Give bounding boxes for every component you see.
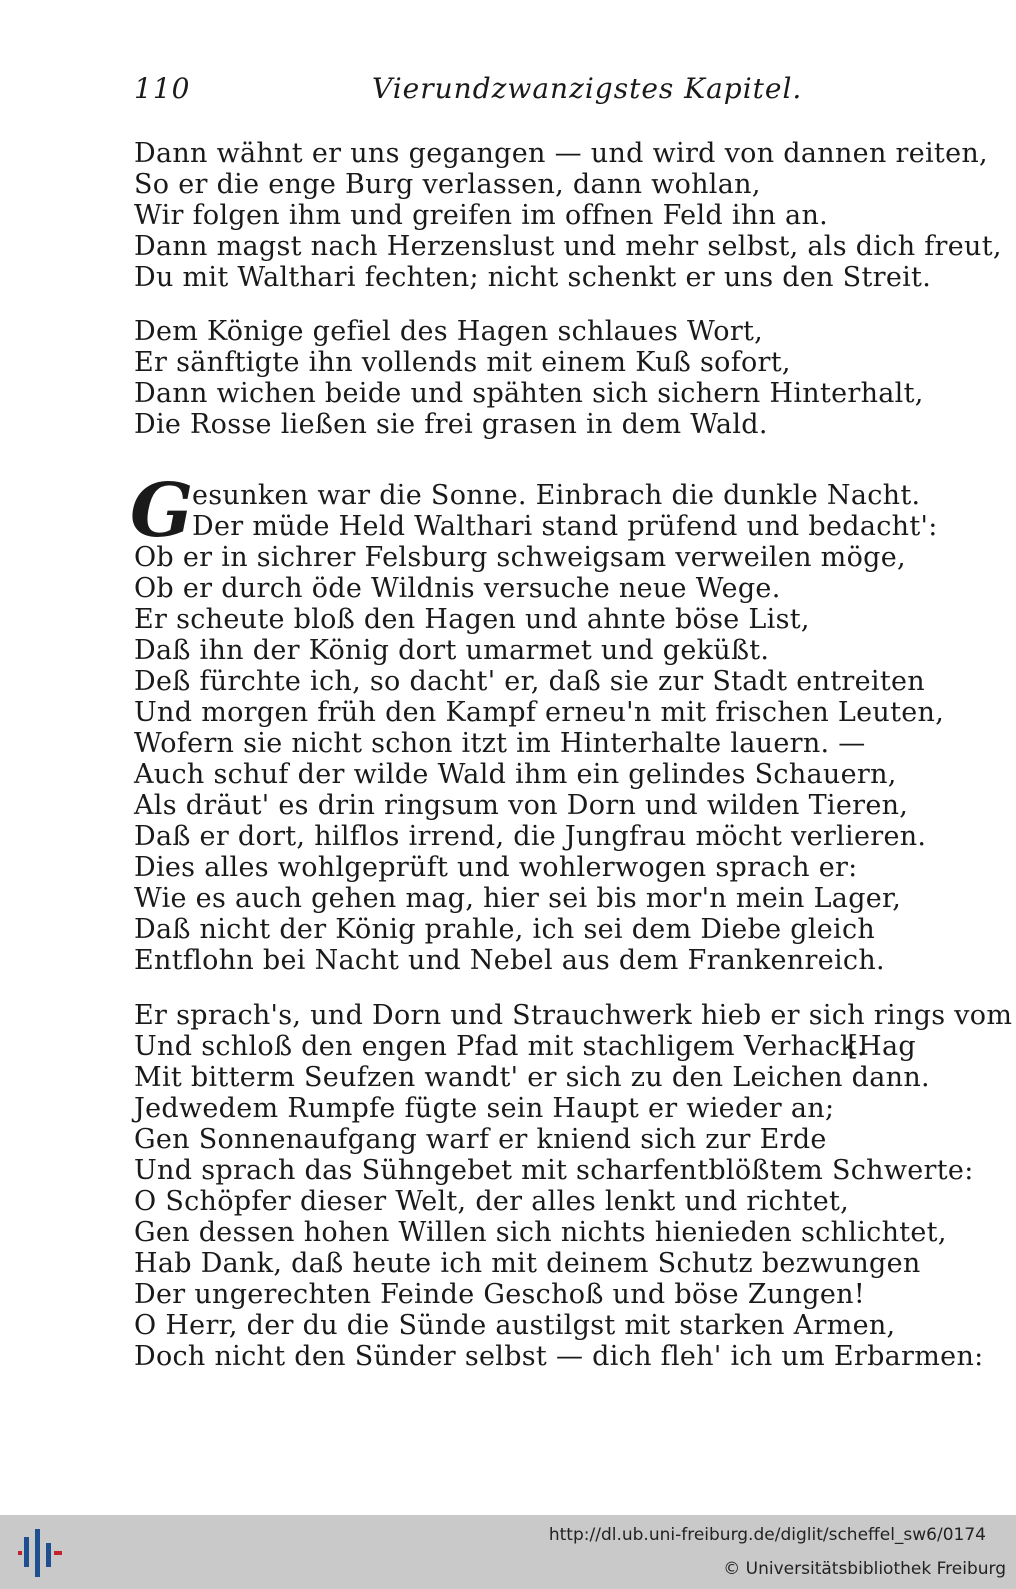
verse-line: Der ungerechten Feinde Geschoß und böse Zungen! [134, 1279, 865, 1310]
verse-line: Daß ihn der König dort umarmet und geküßt. [134, 635, 770, 666]
verse-line: So er die enge Burg verlassen, dann wohlan, [134, 169, 761, 200]
verse-line: Dies alles wohlgeprüft und wohlerwogen sprach er: [134, 852, 858, 883]
verse-line: Er sprach's, und Dorn und Strauchwerk hieb er sich rings vom [134, 1000, 1013, 1031]
stanza-2 [134, 316, 934, 440]
verse-line: O Herr, der du die Sünde austilgst mit starken Armen, [134, 1310, 896, 1341]
verse-line: Doch nicht den Sünder selbst — dich fleh' ich um Erbarmen: [134, 1341, 984, 1372]
verse-line: Hab Dank, daß heute ich mit deinem Schutz bezwungen [134, 1248, 921, 1279]
verse-line-text: Und schloß den engen Pfad mit stachligem Verhack. [134, 1031, 866, 1062]
verse-line: Und sprach das Sühngebet mit scharfentblößtem Schwerte: [134, 1155, 974, 1186]
verse-line: Wie es auch gehen mag, hier sei bis mor'n mein Lager, [134, 883, 902, 914]
verse-line: Deß fürchte ich, so dacht' er, daß sie zur Stadt entreiten [134, 666, 925, 697]
source-url-link[interactable]: http://dl.ub.uni-freiburg.de/diglit/scheffel_sw6/0174 [548, 1525, 986, 1545]
verse-line: Er scheute bloß den Hagen und ahnte böse List, [134, 604, 810, 635]
verse-line: Mit bitterm Seufzen wandt' er sich zu den Leichen dann. [134, 1062, 930, 1093]
verse-line: Entflohn bei Nacht und Nebel aus dem Frankenreich. [134, 945, 885, 976]
copyright-text: © Universitätsbibliothek Freiburg [723, 1559, 1006, 1579]
verse-line: Dann wichen beide und spähten sich sichern Hinterhalt, [134, 378, 924, 409]
stanza-3 [130, 468, 945, 976]
verse-line: Dann magst nach Herzenslust und mehr selbst, als dich freut, [134, 231, 1002, 262]
page-number: 110 [134, 72, 191, 105]
ub-freiburg-logo-icon[interactable] [18, 1529, 64, 1577]
verse-line: Die Rosse ließen sie frei grasen in dem Wald. [134, 409, 768, 440]
verse-line: Gen dessen hohen Willen sich nichts hienieden schlichtet, [134, 1217, 947, 1248]
verse-line: Daß er dort, hilflos irrend, die Jungfrau möcht verlieren. [134, 821, 927, 852]
verse-line [134, 1031, 934, 1062]
verse-line-first-text: esunken war die Sonne. Einbrach die dunkle Nacht. [192, 480, 921, 511]
verse-line: Auch schuf der wilde Wald ihm ein gelindes Schauern, [134, 759, 897, 790]
stanza-1 [134, 138, 1002, 293]
verse-line: Du mit Walthari fechten; nicht schenkt er uns den Streit. [134, 262, 932, 293]
verse-line: Ob er in sichrer Felsburg schweigsam verweilen möge, [134, 542, 906, 573]
verse-line: Wofern sie nicht schon itzt im Hinterhalte lauern. — [134, 728, 866, 759]
verse-line: Als dräut' es drin ringsum von Dorn und wilden Tieren, [134, 790, 909, 821]
verse-line: Dem Könige gefiel des Hagen schlaues Wort, [134, 316, 764, 347]
verse-line: Und morgen früh den Kampf erneu'n mit frischen Leuten, [134, 697, 945, 728]
footer-bar [0, 1515, 1016, 1589]
page-header [0, 72, 1016, 112]
verse-line: Jedwedem Rumpfe fügte sein Haupt er wieder an; [134, 1093, 835, 1124]
verse-line: Daß nicht der König prahle, ich sei dem Diebe gleich [134, 914, 876, 945]
verse-line: Der müde Held Walthari stand prüfend und bedacht': [192, 511, 938, 542]
verse-line: Er sänftigte ihn vollends mit einem Kuß sofort, [134, 347, 791, 378]
drop-cap: G [130, 468, 194, 554]
stanza-4 [134, 1000, 1013, 1372]
verse-line: Dann wähnt er uns gegangen — und wird von dannen reiten, [134, 138, 988, 169]
running-title: Vierundzwanzigstes Kapitel. [372, 72, 803, 105]
verse-line: Ob er durch öde Wildnis versuche neue Wege. [134, 573, 781, 604]
verse-line: Gen Sonnenaufgang warf er kniend sich zur Erde [134, 1124, 827, 1155]
carried-word: [Hag [847, 1031, 916, 1062]
verse-line: Wir folgen ihm und greifen im offnen Feld ihn an. [134, 200, 829, 231]
verse-line: O Schöpfer dieser Welt, der alles lenkt und richtet, [134, 1186, 850, 1217]
